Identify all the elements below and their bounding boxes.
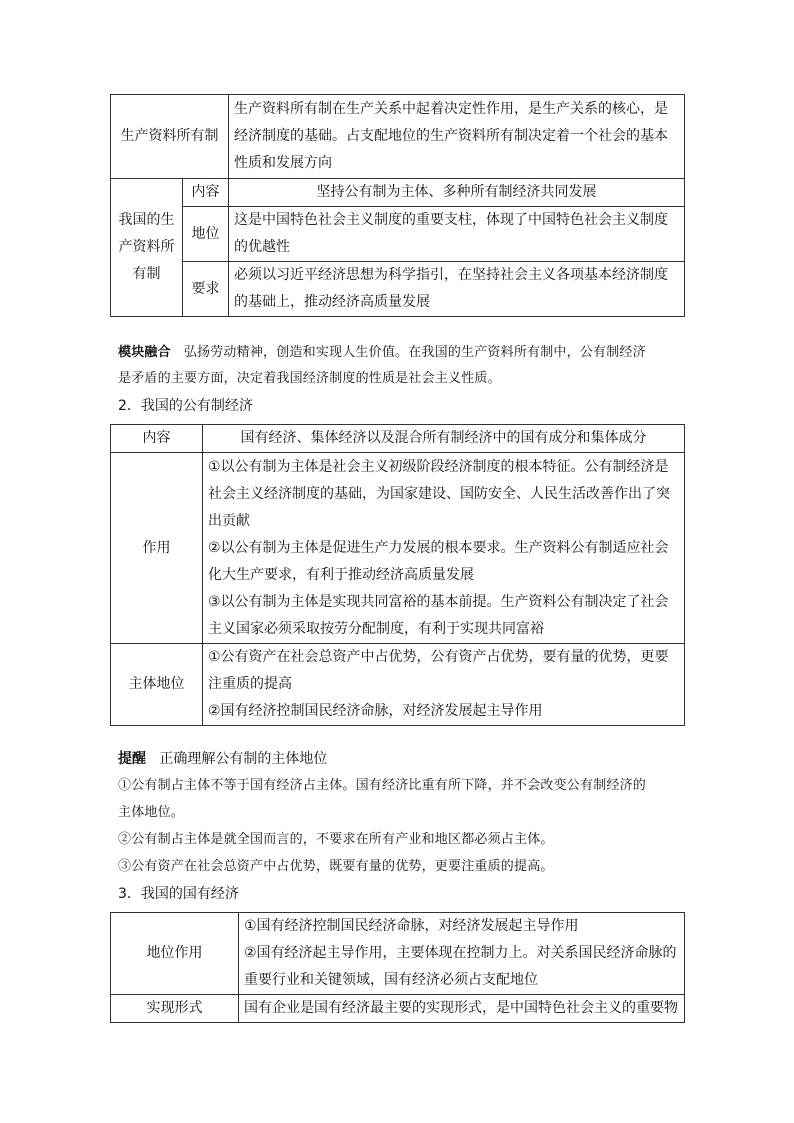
module-fusion-head: 模块融合 bbox=[118, 345, 171, 360]
state-economy-table bbox=[110, 912, 685, 1023]
status-point-2: ②国有经济控制国民经济命脉，对经济发展起主导作用 bbox=[208, 703, 543, 719]
reminder-line-1: ①公有制占主体不等于国有经济占主体。国有经济比重有所下降，并不会改变公有制经济的 bbox=[118, 778, 647, 793]
realization-form-label: 实现形式 bbox=[111, 995, 239, 1023]
reminder-title: 正确理解公有制的主体地位 bbox=[159, 751, 328, 767]
section-2-title: 2．我国的公有制经济 bbox=[118, 398, 253, 414]
state-role-point-2: ②国有经济起主导作用，主要体现在控制力上。对关系国民经济命脉的重要行业和关键领域，国有经济必须占支配地位 bbox=[244, 945, 677, 988]
reminder-line-2: 主体地位。 bbox=[118, 805, 185, 820]
public-role-label: 作用 bbox=[111, 453, 203, 644]
state-role-point-1: ①国有经济控制国民经济命脉，对经济发展起主导作用 bbox=[244, 918, 579, 934]
module-fusion-line2: 是矛盾的主要方面，决定着我国经济制度的性质是社会主义性质。 bbox=[118, 371, 501, 386]
reminder-head: 提醒 bbox=[118, 751, 146, 767]
public-economy-table bbox=[110, 424, 685, 726]
ownership-text: 生产资料所有制在生产关系中起着决定性作用，是生产关系的核心，是经济制度的基础。占支配地位的生产资料所有制决定着一个社会的基本性质和发展方向 bbox=[229, 95, 685, 179]
state-role-label: 地位作用 bbox=[111, 913, 239, 995]
role-point-2: ②以公有制为主体是促进生产力发展的根本要求。生产资料公有制适应社会化大生产要求，有利于推动经济高质量发展 bbox=[208, 539, 669, 583]
role-point-3: ③以公有制为主体是实现共同富裕的基本前提。生产资料公有制决定了社会主义国家必须采取按劳分配制度，有利于实现共同富裕 bbox=[208, 593, 669, 637]
ownership-table bbox=[110, 94, 685, 317]
status-label: 地位 bbox=[183, 207, 229, 262]
ownership-label: 生产资料所有制 bbox=[111, 95, 229, 179]
public-content-label: 内容 bbox=[111, 425, 203, 453]
role-point-1: ①以公有制为主体是社会主义初级阶段经济制度的根本特征。公有制经济是社会主义经济制度的基础，为国家建设、国防安全、人民生活改善作出了突出贡献 bbox=[208, 458, 670, 529]
status-text: 这是中国特色社会主义制度的重要支柱，体现了中国特色社会主义制度的优越性 bbox=[229, 207, 685, 262]
section-3-title: 3．我国的国有经济 bbox=[118, 886, 239, 902]
dominant-status-label: 主体地位 bbox=[111, 644, 203, 726]
status-point-1: ①公有资产在社会总资产中占优势，公有资产占优势，要有量的优势，更要注重质的提高 bbox=[208, 649, 669, 692]
china-ownership-label: 我国的生产资料所有制 bbox=[111, 179, 183, 317]
public-content-text: 国有经济、集体经济以及混合所有制经济中的国有成分和集体成分 bbox=[203, 425, 685, 453]
module-fusion-line1: 模块融合 弘扬劳动精神，创造和实现人生价值。在我国的生产资料所有制中，公有制经济 bbox=[118, 345, 646, 360]
content-text: 坚持公有制为主体、多种所有制经济共同发展 bbox=[229, 179, 685, 207]
reminder-line-4: ③公有资产在社会总资产中占优势，既要有量的优势，更要注重质的提高。 bbox=[118, 859, 554, 874]
requirement-text: 必须以习近平经济思想为科学指引，在坚持社会主义各项基本经济制度的基础上，推动经济高质量发展 bbox=[229, 262, 685, 317]
reminder-line-3: ②公有制占主体是就全国而言的，不要求在所有产业和地区都必须占主体。 bbox=[118, 832, 554, 847]
realization-form-text: 国有企业是国有经济最主要的实现形式，是中国特色社会主义的重要物 bbox=[239, 995, 685, 1023]
dominant-status-text bbox=[203, 644, 685, 726]
content-label: 内容 bbox=[183, 179, 229, 207]
reminder-heading bbox=[118, 746, 327, 772]
requirement-label: 要求 bbox=[183, 262, 229, 317]
state-role-text bbox=[239, 913, 685, 995]
public-role-text bbox=[203, 453, 685, 644]
